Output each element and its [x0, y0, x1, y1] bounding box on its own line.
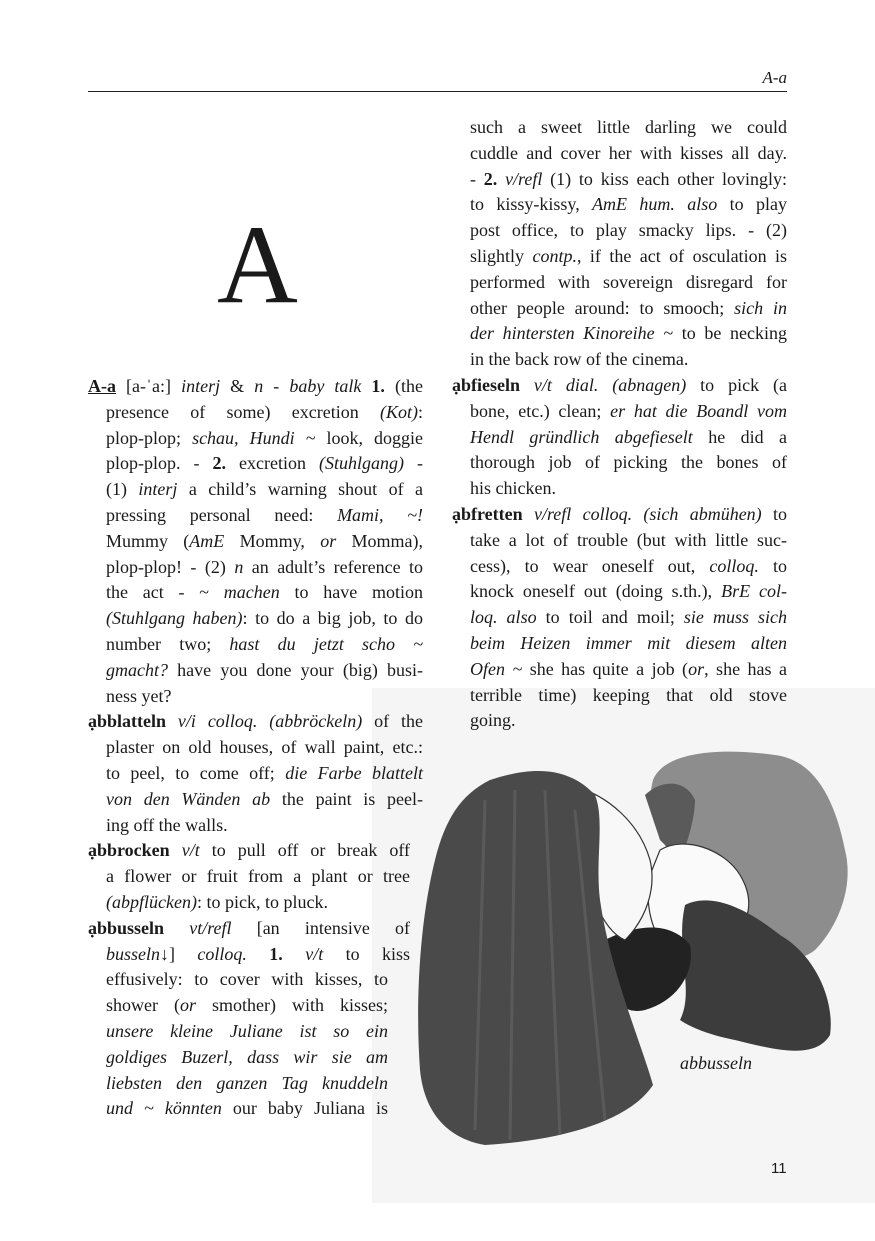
text-run: plop-plop; — [106, 427, 193, 448]
entry-line — [88, 400, 423, 426]
text-run: unsere kleine Juliane ist so ein — [106, 1020, 388, 1041]
text-run: BrE col- — [721, 581, 787, 602]
text-run: Ofen ~ — [470, 658, 530, 679]
illustration-kiss — [395, 740, 855, 1160]
entry-line — [452, 502, 787, 528]
text-run: Mami, ~! — [337, 504, 423, 525]
text-run: effusively: to cover with kisses, to — [106, 969, 388, 990]
text-run: bone, etc.) clean; — [470, 400, 611, 421]
dictionary-entry — [88, 916, 423, 1122]
text-run: (Kot) — [379, 401, 418, 422]
dictionary-entry — [452, 502, 787, 734]
entry-line — [88, 1019, 388, 1045]
headword: ạbblatteln — [88, 711, 178, 732]
right-column — [452, 115, 787, 734]
text-run: our baby Juliana is — [232, 1098, 388, 1119]
entry-line — [88, 838, 410, 864]
text-run: goldiges Buzerl, dass wir sie am — [106, 1046, 388, 1067]
text-run: to be necking — [681, 323, 787, 344]
text-run: colloq. — [197, 943, 270, 964]
page-number: 11 — [771, 1160, 787, 1177]
text-run: : to do a big job, to do — [242, 608, 423, 629]
text-run: Mummy ( — [106, 530, 190, 551]
entry-line — [88, 555, 423, 581]
text-run: a child’s warning shout of a — [188, 479, 423, 500]
dictionary-entry — [88, 709, 423, 838]
text-run: cess), to wear oneself out, — [470, 555, 710, 576]
text-run: have you done your (big) busi- — [177, 659, 423, 680]
text-run: : — [417, 401, 423, 422]
text-run: to have motion — [294, 582, 424, 603]
text-run: his chicken. — [470, 478, 556, 499]
section-letter: A — [217, 203, 298, 327]
entry-line — [88, 709, 423, 735]
entry-line — [88, 374, 423, 400]
text-run: 1. — [371, 376, 395, 396]
text-run: to play — [729, 194, 787, 215]
text-run: [a-ˈa:] — [116, 376, 182, 396]
text-run: schau, Hundi ~ — [192, 427, 327, 448]
dictionary-entry — [88, 374, 423, 709]
text-run: to pull off or break off — [211, 840, 411, 861]
dictionary-entry — [88, 838, 423, 915]
text-run: die Farbe blattelt — [285, 762, 424, 783]
headword: ạbfretten — [452, 503, 534, 524]
text-run: (1) — [106, 479, 139, 500]
text-run: loq. also — [470, 607, 546, 628]
text-run: to kissy-kissy, — [470, 194, 593, 215]
text-run: plop-plop. - — [106, 453, 213, 474]
entry-line — [88, 916, 410, 942]
text-run: performed with sovereign disregard for — [470, 271, 787, 292]
entry-line — [452, 708, 787, 734]
entry-line — [88, 993, 388, 1019]
text-run: beim Heizen immer mit diesem alten — [470, 632, 787, 653]
entry-line — [452, 579, 787, 605]
entry-line — [88, 967, 388, 993]
entry-line — [88, 1045, 388, 1071]
entry-line — [88, 761, 423, 787]
text-run: sich in — [734, 297, 787, 318]
text-run: pressing personal need: — [106, 504, 338, 525]
entry-line — [452, 657, 787, 683]
text-run: (abpflücken) — [106, 891, 197, 912]
left-column — [88, 374, 423, 1122]
text-run: take a lot of trouble (but with little suc- — [470, 529, 787, 550]
text-run: he did a — [708, 426, 788, 447]
text-run: : to pick, to pluck. — [196, 891, 328, 912]
text-run: in the back row of the cinema. — [470, 349, 689, 370]
entry-line — [452, 554, 787, 580]
entry-line — [452, 115, 787, 141]
text-run: the act - ~ — [106, 582, 224, 603]
text-run: von den Wänden ab — [106, 788, 282, 809]
entry-line — [452, 167, 787, 193]
text-run: v/refl colloq. (sich abmühen) — [533, 503, 773, 524]
text-run: of the — [374, 711, 424, 732]
entry-line — [88, 606, 423, 632]
text-run: colloq. — [709, 555, 759, 576]
text-run: busseln↓ — [106, 943, 169, 964]
entry-line — [88, 942, 410, 968]
text-run: ing off the walls. — [106, 814, 228, 835]
headword: A-a — [88, 376, 116, 396]
text-run: she has quite a job ( — [529, 658, 689, 679]
entry-line — [88, 1071, 388, 1097]
text-run: smother) with kisses; — [212, 995, 388, 1016]
entry-line — [88, 735, 423, 761]
entry-line — [88, 426, 423, 452]
text-run: (Stuhlgang) — [319, 453, 405, 474]
entry-line — [88, 529, 423, 555]
running-head: A-a — [762, 68, 787, 87]
text-run: & — [230, 376, 255, 396]
text-run: machen — [223, 582, 295, 603]
entry-line — [452, 373, 787, 399]
entry-line — [88, 1096, 388, 1122]
text-run: or — [320, 530, 352, 551]
dictionary-entry — [452, 373, 787, 502]
text-run: plaster on old houses, of wall paint, etc.: — [106, 737, 423, 758]
illustration-caption: abbusseln — [680, 1053, 752, 1073]
text-run: 2. — [483, 168, 506, 189]
text-run: interj — [138, 479, 189, 500]
text-run: 2. — [212, 453, 240, 474]
text-run: to pick (a — [700, 374, 787, 395]
text-run: to peel, to come off; — [106, 762, 286, 783]
entry-line — [88, 503, 423, 529]
text-run: the paint is peel- — [281, 788, 423, 809]
text-run: , if the act of osculation is — [576, 245, 788, 266]
entry-line — [452, 321, 787, 347]
text-run: n - baby talk — [254, 376, 372, 396]
headword: ạbbusseln — [88, 917, 190, 938]
headword: ạbfieseln — [452, 374, 534, 395]
entry-line — [88, 813, 423, 839]
entry-line — [452, 528, 787, 554]
entry-line — [452, 425, 787, 451]
text-run: to kiss — [345, 943, 411, 964]
text-run: plop-plop! - (2) — [106, 556, 235, 577]
text-run: hast du jetzt scho ~ — [229, 633, 423, 654]
entry-line — [452, 631, 787, 657]
text-run: AmE — [189, 530, 240, 551]
text-run: to — [758, 555, 787, 576]
text-run: presence of some) excretion — [106, 401, 380, 422]
entry-line — [452, 141, 787, 167]
text-run: other people around: to smooch; — [470, 297, 735, 318]
text-run: v/t — [181, 840, 212, 861]
text-run: und ~ könnten — [106, 1098, 233, 1119]
text-run: such a sweet little darling we could — [470, 117, 787, 137]
text-run: [an intensive of — [256, 917, 410, 938]
entry-line — [88, 864, 410, 890]
text-run: Momma), — [351, 530, 423, 551]
text-run: (the — [394, 376, 423, 396]
text-run: er hat die Boandl vom — [610, 400, 787, 421]
text-run: liebsten den ganzen Tag knuddeln — [106, 1072, 388, 1093]
text-run: (1) to kiss each other lovingly: — [550, 168, 787, 189]
text-run: post office, to play smacky lips. - (2) — [470, 220, 787, 241]
entry-line — [452, 476, 787, 502]
text-run: 1. — [269, 943, 306, 964]
text-run: , she has a — [704, 658, 787, 679]
entry-line — [452, 296, 787, 322]
text-run: interj — [181, 376, 231, 396]
entry-line — [88, 451, 423, 477]
entry-line — [452, 683, 787, 709]
entry-line — [88, 787, 423, 813]
text-run: Hendl gründlich abgefieselt — [470, 426, 709, 447]
text-run: slightly — [470, 245, 533, 266]
text-run: look, doggie — [326, 427, 424, 448]
text-run: excretion — [239, 453, 320, 474]
text-run: n — [234, 556, 252, 577]
text-run: an adult’s reference to — [251, 556, 424, 577]
text-run: thorough job of picking the bones of — [470, 452, 787, 473]
text-run: or — [179, 995, 212, 1016]
headword: ạbbrocken — [88, 840, 182, 861]
text-run: v/t — [305, 943, 346, 964]
dictionary-entry-continued — [452, 115, 787, 373]
entry-line — [88, 632, 423, 658]
text-run: to — [773, 503, 788, 524]
text-run: number two; — [106, 633, 230, 654]
text-run: (Stuhlgang haben) — [106, 608, 243, 629]
text-run: terrible time) keeping that old stove — [470, 684, 787, 705]
text-run: or — [688, 658, 705, 679]
text-run: a flower or fruit from a plant or tree — [106, 866, 410, 887]
entry-line — [452, 218, 787, 244]
text-run: AmE hum. also — [592, 194, 730, 215]
text-run: to toil and moil; — [545, 607, 684, 628]
entry-line — [452, 192, 787, 218]
text-run: vt/refl — [189, 917, 257, 938]
text-run: going. — [470, 710, 516, 731]
entry-line — [452, 270, 787, 296]
text-run: contp. — [532, 245, 577, 266]
text-run: ] — [169, 943, 198, 964]
text-run: v/refl — [505, 168, 551, 189]
entry-line — [88, 658, 423, 684]
text-run: gmacht? — [106, 659, 178, 680]
text-run: der hintersten Kinoreihe ~ — [470, 323, 682, 344]
text-run: - — [470, 168, 484, 189]
text-run: ness yet? — [106, 685, 172, 706]
entry-line — [88, 477, 423, 503]
text-run: Mommy, — [239, 530, 321, 551]
text-run: v/i colloq. (abbröckeln) — [177, 711, 375, 732]
entry-line — [452, 244, 787, 270]
text-run: shower ( — [106, 995, 180, 1016]
entry-line — [88, 580, 423, 606]
entry-line — [88, 890, 410, 916]
entry-line — [452, 347, 787, 373]
text-run: - — [404, 453, 424, 474]
header-rule — [88, 91, 787, 92]
text-run: sie muss sich — [683, 607, 788, 628]
entry-line — [452, 399, 787, 425]
text-run: cuddle and cover her with kisses all day. — [470, 142, 787, 163]
entry-line — [452, 605, 787, 631]
text-run: v/t dial. (abnagen) — [533, 374, 701, 395]
entry-line — [452, 450, 787, 476]
text-run: knock oneself out (doing s.th.), — [470, 581, 722, 602]
entry-line — [88, 684, 423, 710]
